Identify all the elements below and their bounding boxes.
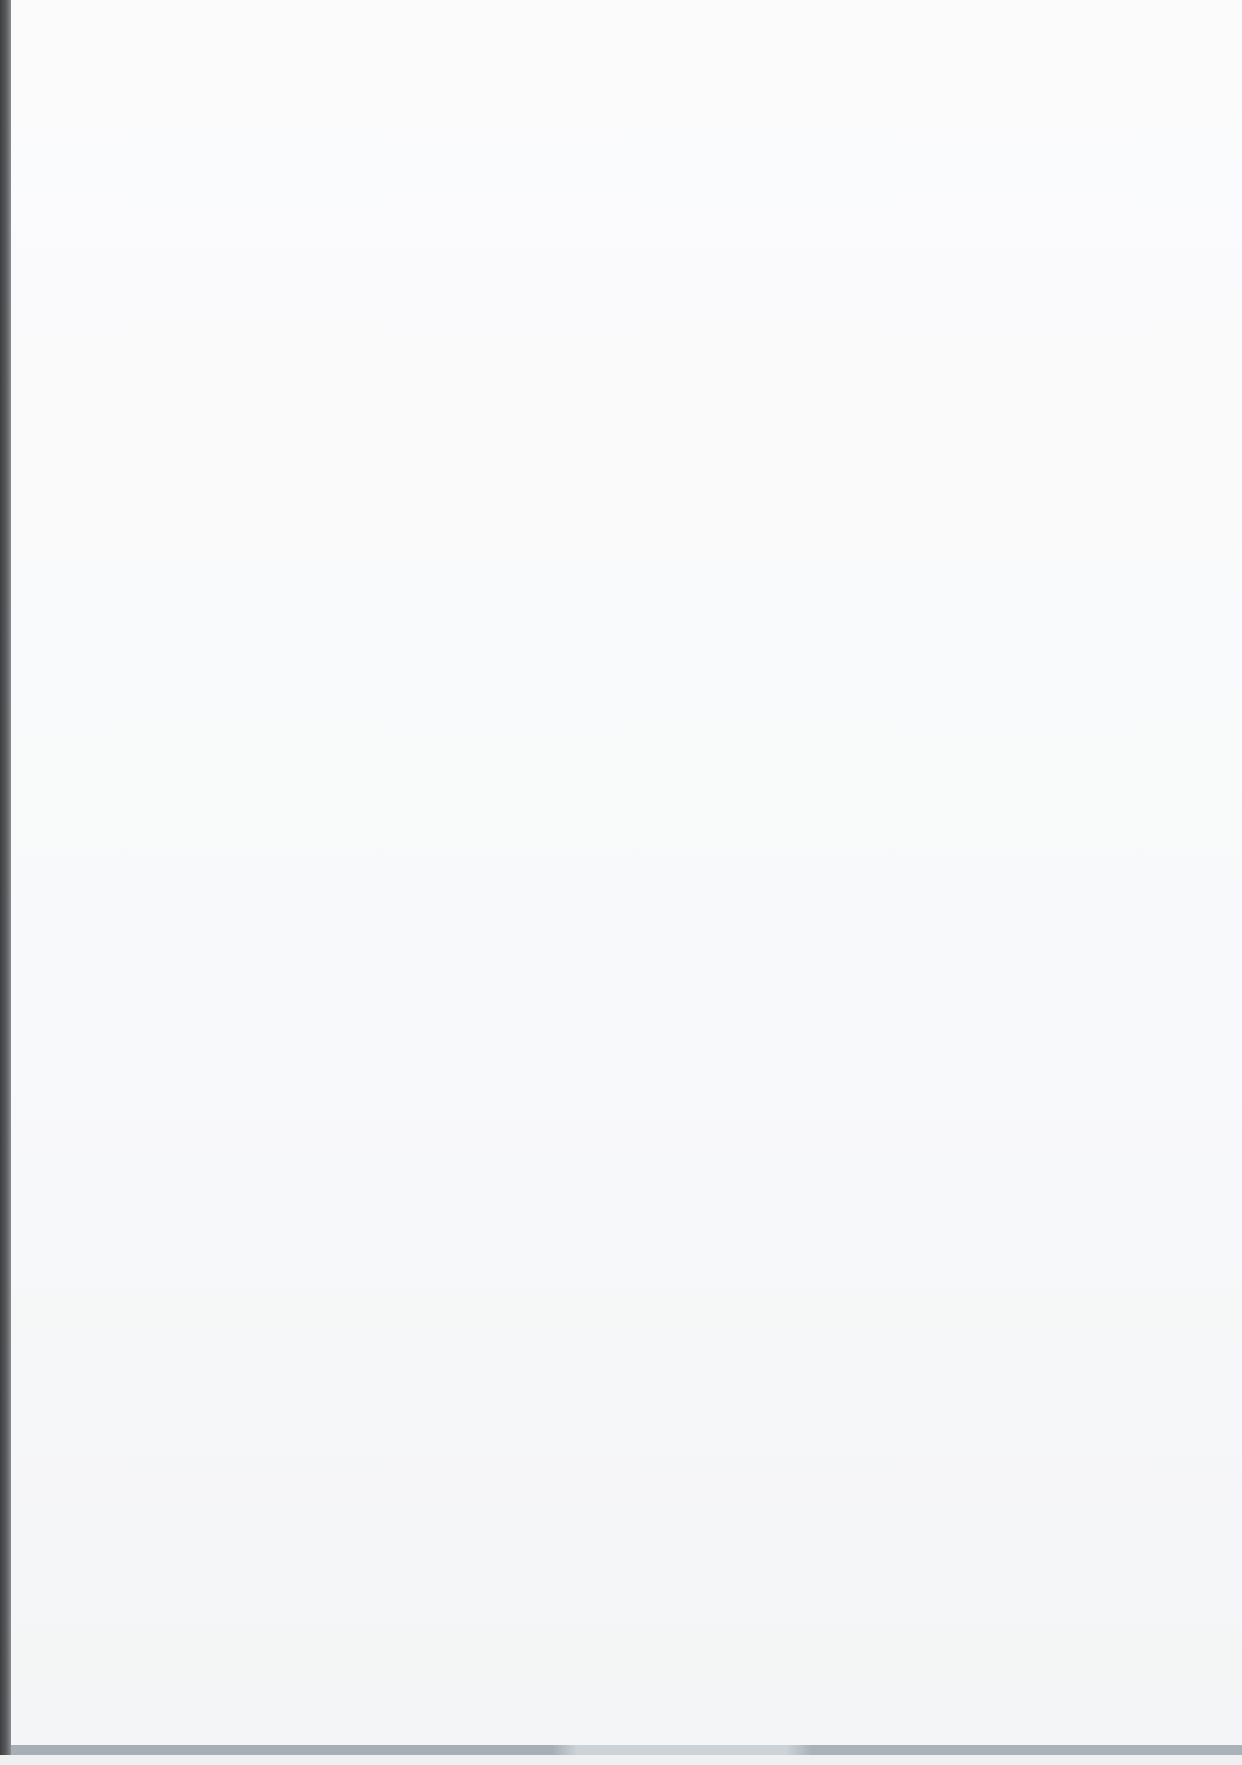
paper-sheet <box>11 0 1242 1745</box>
scan-edge-left <box>0 0 11 1755</box>
scan-edge-bottom <box>11 1745 1242 1755</box>
